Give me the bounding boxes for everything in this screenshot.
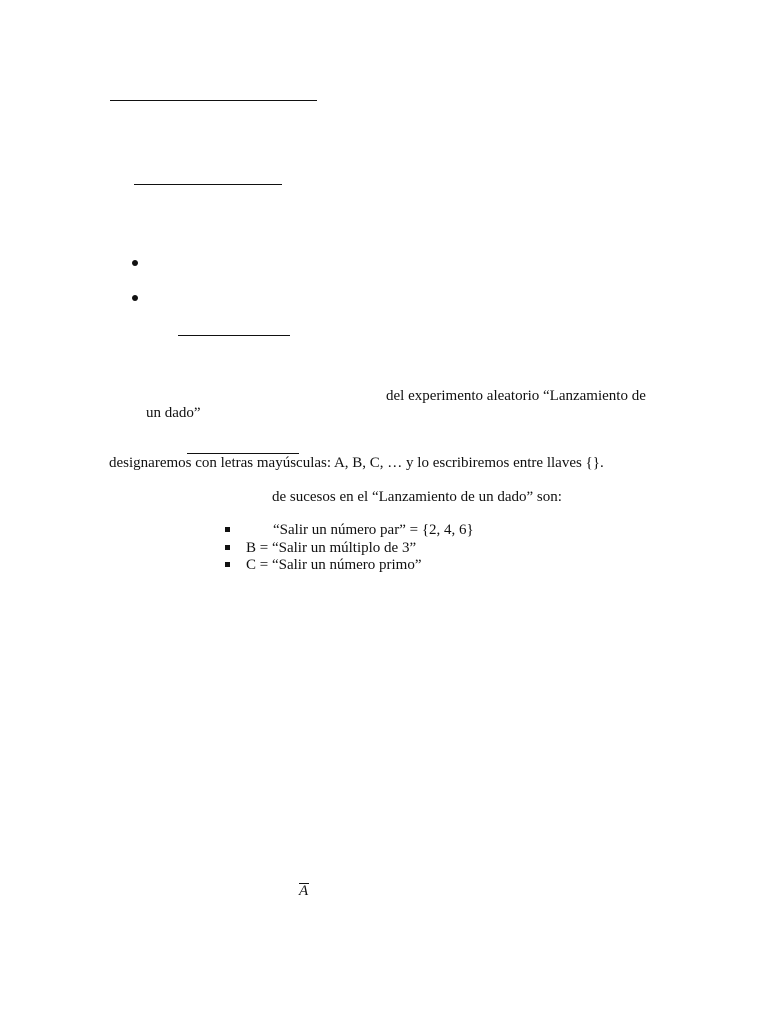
example-item-3: C = “Salir un número primo”	[246, 557, 422, 573]
overline	[299, 883, 309, 884]
complement-symbol	[299, 882, 308, 900]
bullet-1	[132, 260, 138, 266]
heading-underline-3	[178, 335, 290, 336]
paragraph2-text: designaremos con letras mayúsculas: A, B, C, … y lo escribiremos entre llaves {}.	[109, 455, 604, 471]
complement-symbol-letter: A	[299, 883, 309, 899]
heading-underline-2	[134, 184, 282, 185]
paragraph1-line2: un dado”	[146, 405, 201, 421]
example-item-1: “Salir un número par” = {2, 4, 6}	[273, 522, 474, 538]
square-bullet-1	[225, 527, 230, 532]
square-bullet-2	[225, 545, 230, 550]
square-bullet-3	[225, 562, 230, 567]
paragraph3-text: de sucesos en el “Lanzamiento de un dado” son:	[272, 489, 562, 505]
paragraph1-line1: del experimento aleatorio “Lanzamiento de	[386, 388, 646, 404]
heading-underline-1	[110, 100, 317, 101]
bullet-2	[132, 295, 138, 301]
example-item-2: B = “Salir un múltiplo de 3”	[246, 540, 417, 556]
